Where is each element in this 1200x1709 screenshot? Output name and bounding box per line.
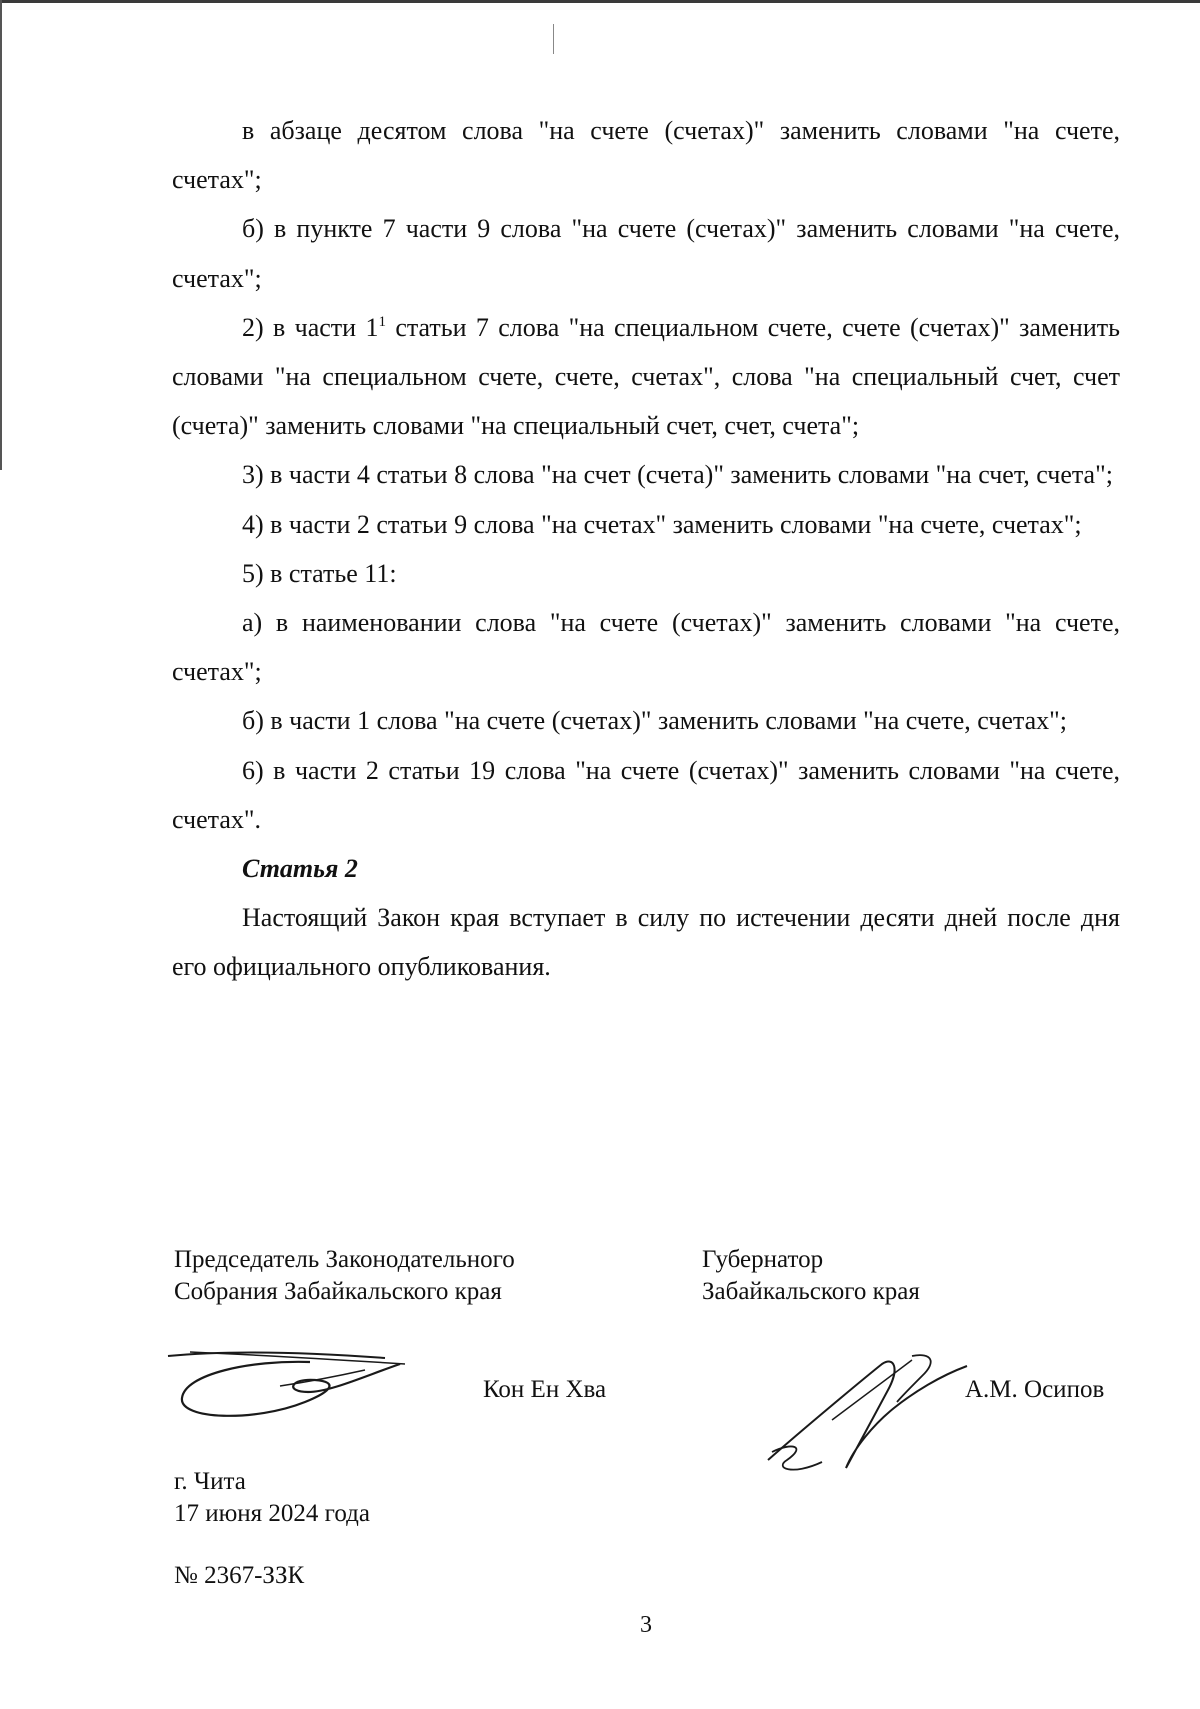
signing-place-date [174,1466,370,1530]
governor-name: А.М. Осипов [965,1376,1105,1403]
paragraph: 3) в части 4 статьи 8 слова "на счет (счета)" заменить словами "на счет, счета"; [242,460,1113,490]
paragraph [172,303,1120,451]
city: г. Чита [174,1468,246,1495]
paragraph-text: статьи 7 слова "на специальном счете, счете (счетах)" заменить словами "на специальном счете, счете, счетах", слова "на специальный счет, счет (счета)" заменить словами "на специальный счет, счет, счета"; [172,312,1120,441]
chairman-signature [160,1340,420,1430]
governor-title-line: Губернатор [702,1246,824,1273]
chairman-title-line: Председатель Законодательного [174,1246,515,1273]
page-number: 3 [640,1612,652,1638]
paragraph-text: 2) в части 1 [242,312,379,342]
paragraph: в абзаце десятом слова "на счете (счетах)" заменить словами "на счете, счетах"; [172,116,1120,195]
date: 17 июня 2024 года [174,1500,370,1527]
paragraph: б) в части 1 слова "на счете (счетах)" заменить словами "на счете, счетах"; [242,706,1067,736]
paragraph: а) в наименовании слова "на счете (счетах)" заменить словами "на счете, счетах"; [172,608,1120,687]
chairman-name: Кон Ен Хва [483,1376,607,1403]
chairman-title [174,1244,515,1308]
article-text: Настоящий Закон края вступает в силу по истечении десяти дней после дня его официального опубликования. [172,903,1120,982]
law-number: № 2367-ЗЗК [174,1562,305,1589]
governor-title-line: Забайкальского края [702,1278,920,1305]
scan-edge-top [0,0,1200,3]
paragraph: 6) в части 2 статьи 19 слова "на счете (счетах)" заменить словами "на счете, счетах". [172,755,1120,834]
scan-mark [553,24,554,54]
governor-title [702,1244,920,1308]
document-body [172,106,1120,992]
chairman-title-line: Собрания Забайкальского края [174,1278,502,1305]
paragraph: б) в пункте 7 части 9 слова "на счете (счетах)" заменить словами "на счете, счетах"; [172,214,1120,293]
superscript: 1 [378,313,386,330]
paragraph: 4) в части 2 статьи 9 слова "на счетах" заменить словами "на счете, счетах"; [242,509,1082,539]
article-heading: Статья 2 [242,854,358,884]
paragraph: 5) в статье 11: [242,558,397,588]
scan-edge-left [0,0,2,470]
governor-signature [762,1350,972,1480]
